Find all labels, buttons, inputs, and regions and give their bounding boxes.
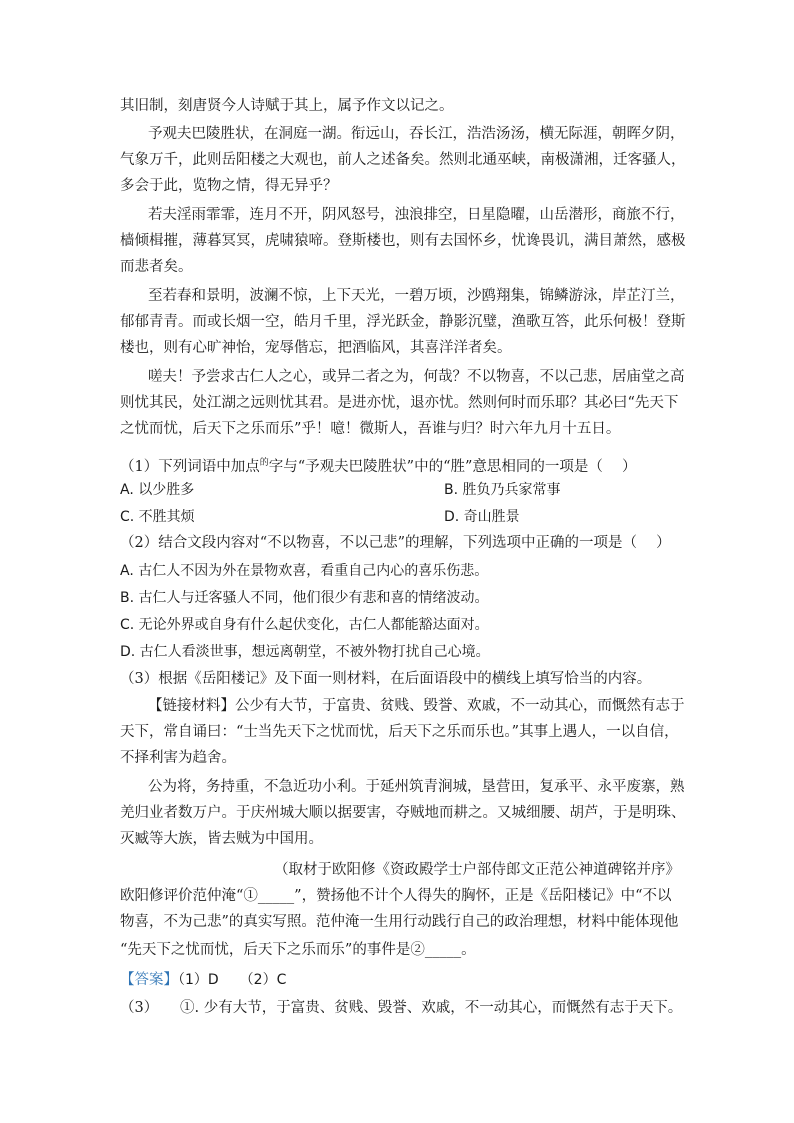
q1-option-c: C. 不胜其烦 <box>120 509 195 525</box>
fill-blank-line: 物喜，不为己悲”的真实写照。范仲淹一生用行动践行自己的政治理想，材料中能体现他 <box>120 914 679 930</box>
passage-line: 郁郁青青。而或长烟一空，皓月千里，浮光跃金，静影沉璧，渔歌互答，此乐何极！登斯 <box>120 314 686 330</box>
q1-stem-a: （1）下列词语中加点 <box>120 459 260 475</box>
question-3-stem: （3）根据《岳阳楼记》及下面一则材料，在后面语段中的横线上填写恰当的内容。 <box>120 671 652 687</box>
passage-line: 予观夫巴陵胜状，在洞庭一湖。衔远山，吞长江，浩浩汤汤，横无际涯，朝晖夕阴， <box>148 126 685 142</box>
passage-line: 嗟夫！予尝求古仁人之心，或异二者之为，何哉？不以物喜，不以己悲，居庙堂之高 <box>148 369 685 385</box>
passage-line: 若夫淫雨霏霏，连月不开，阴风怒号，浊浪排空，日星隐曜，山岳潜形，商旅不行， <box>148 207 685 223</box>
answer-line-1 <box>120 970 680 990</box>
passage-line: 之忧而忧，后天下之乐而乐”乎！噫！微斯人，吾谁与归？时六年九月十五日。 <box>120 421 621 437</box>
question-2-stem: （2）结合文段内容对“不以物喜，不以己悲”的理解，下列选项中正确的一项是（ ） <box>120 535 671 551</box>
q2-option-c: C. 无论外界或自身有什么起伏变化，古仁人都能豁达面对。 <box>120 617 489 633</box>
passage-line: 则忧其民，处江湖之远则忧其君。是进亦忧，退亦忧。然则何时而乐耶？其必曰“先天下 <box>120 395 679 411</box>
fill-blank-line: “先天下之忧而忧，后天下之乐而乐”的事件是②_____。 <box>120 942 476 958</box>
question-1-stem <box>120 453 680 477</box>
passage-line: 而悲者矣。 <box>120 259 193 275</box>
q1-option-a: A. 以少胜多 <box>120 482 195 498</box>
material-source: （取材于欧阳修《资政殿学士户部侍郎文正范公神道碑铭并序》 <box>274 862 680 878</box>
material-line: 不择利害为趋舍。 <box>120 750 236 766</box>
material-line: 灭臧等大族，皆去贼为中国用。 <box>120 831 323 847</box>
q1-option-d: D. 奇山胜景 <box>444 509 520 525</box>
q2-option-a: A. 古仁人不因为外在景物欢喜，看重自己内心的喜乐伤悲。 <box>120 563 489 579</box>
q1-options-row-1 <box>120 480 680 500</box>
fill-blank-line: 欧阳修评价范仲淹“①_____”，赞扬他不计个人得失的胸怀，正是《岳阳楼记》中“不以 <box>120 888 672 904</box>
q1-option-b: B. 胜负乃兵家常事 <box>444 482 561 498</box>
passage-line: 至若春和景明，波澜不惊，上下天光，一碧万顷，沙鸥翔集，锦鳞游泳，岸芷汀兰， <box>148 288 685 304</box>
q2-option-d: D. 古仁人看淡世事，想远离朝堂，不被外物打扰自己心境。 <box>120 644 490 660</box>
q1-stem-mark: 的 <box>259 458 269 468</box>
q1-stem-b: 字与“予观夫巴陵胜状”中的“胜”意思相同的一项是（ ） <box>268 459 637 475</box>
q1-options-row-2 <box>120 507 680 527</box>
passage-line: 楼也，则有心旷神怡，宠辱偕忘，把酒临风，其喜洋洋者矣。 <box>120 340 512 356</box>
answer-values: （1）D （2）C <box>178 972 287 988</box>
q2-option-b: B. 古仁人与迁客骚人不同，他们很少有悲和喜的情绪波动。 <box>120 590 489 606</box>
material-line: 公为将，务持重，不急近功小利。于延州筑青涧城，垦营田，复承平、永平废寨，熟 <box>148 779 685 795</box>
passage-line: 其旧制，刻唐贤今人诗赋于其上，属予作文以记之。 <box>120 98 454 114</box>
material-line: 【链接材料】公少有大节，于富贵、贫贱、毁誉、欢戚，不一动其心，而慨然有志于 <box>148 698 685 714</box>
material-line: 羌归业者数万户。于庆州城大顺以据要害，夺贼地而耕之。又城细腰、胡芦，于是明珠、 <box>120 805 686 821</box>
passage-line: 樯倾楫摧，薄暮冥冥，虎啸猿啼。登斯楼也，则有去国怀乡，忧谗畏讥，满目萧然，感极 <box>120 233 686 249</box>
answer-line-2: （3） ①. 少有大节，于富贵、贫贱、毁誉、欢戚，不一动其心，而慨然有志于天下。 <box>120 1000 683 1016</box>
material-line: 天下，常自诵曰：“士当先天下之忧而忧，后天下之乐而乐也。”其事上遇人，一以自信， <box>120 724 679 740</box>
passage-line: 气象万千，此则岳阳楼之大观也，前人之述备矣。然则北通巫峡，南极潇湘，迁客骚人， <box>120 152 686 168</box>
passage-line: 多会于此，览物之情，得无异乎？ <box>120 178 338 194</box>
answer-label: 【答案】 <box>120 972 178 988</box>
